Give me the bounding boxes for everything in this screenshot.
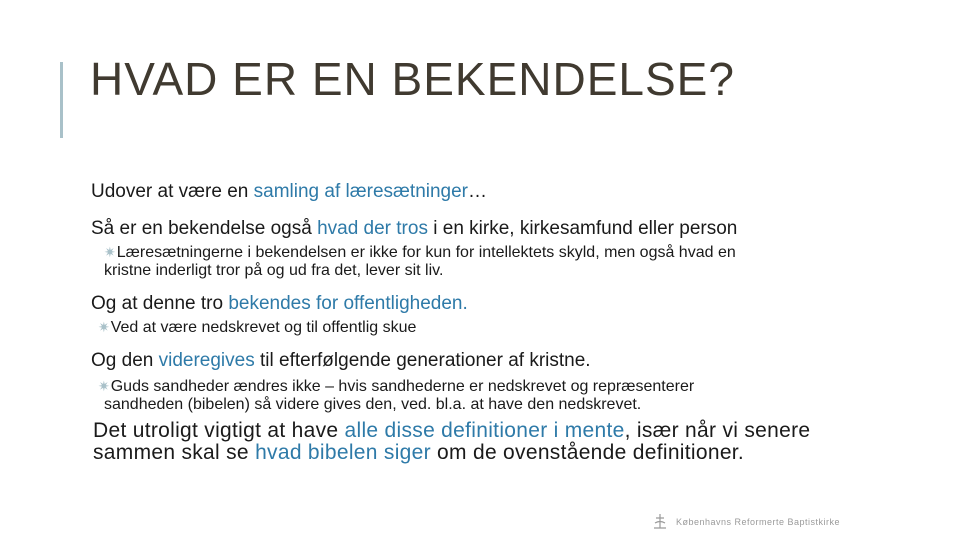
subpoint-2 — [104, 243, 736, 280]
church-logo — [650, 512, 840, 532]
point-4-text: Og den — [91, 350, 159, 371]
conclusion-text-3: om de ovenstående definitioner. — [430, 441, 745, 464]
bullet-star-icon: ✷ — [98, 378, 110, 394]
subpoint-3 — [98, 318, 416, 337]
point-2-text-end: i en kirke, kirkesamfund eller person — [427, 218, 738, 239]
conclusion-highlight-2: hvad bibelen siger — [255, 441, 431, 464]
point-1-ellipsis: … — [468, 181, 488, 202]
bullet-star-icon: ✷ — [98, 319, 110, 335]
point-2-text: Så er en bekendelse også — [91, 218, 318, 239]
subpoint-4 — [98, 377, 694, 414]
conclusion-text-2: , især når vi senere sammen skal se — [93, 419, 811, 464]
point-1-highlight: samling af læresætninger — [253, 181, 469, 202]
conclusion-paragraph — [93, 420, 813, 464]
church-emblem-icon — [650, 512, 670, 532]
title-accent-bar — [60, 62, 63, 138]
point-3-highlight: bekendes for offentligheden. — [228, 293, 468, 314]
point-3 — [91, 293, 468, 315]
conclusion-text-1: Det utroligt vigtigt at have — [93, 419, 345, 442]
point-3-text: Og at denne tro — [91, 293, 229, 314]
subpoint-2-line-2: kristne inderligt tror på og ud fra det, lever sit liv. — [104, 262, 444, 279]
point-2 — [91, 218, 737, 240]
subpoint-3-line-1: Ved at være nedskrevet og til offentlig skue — [110, 319, 417, 336]
point-1 — [91, 181, 487, 203]
subpoint-2-line-1: Læresætningerne i bekendelsen er ikke for kun for intellektets skyld, men også hvad en — [116, 244, 736, 261]
point-4-highlight: videregives — [158, 350, 255, 371]
church-name: Københavns Reformerte Baptistkirke — [676, 517, 841, 527]
slide-title: HVAD ER EN BEKENDELSE? — [90, 53, 735, 105]
bullet-star-icon: ✷ — [104, 244, 116, 260]
point-1-text: Udover at være en — [91, 181, 254, 202]
subpoint-4-line-1: Guds sandheder ændres ikke – hvis sandhederne er nedskrevet og repræsenterer — [110, 378, 695, 395]
subpoint-4-line-2: sandheden (bibelen) så videre gives den, ved. bl.a. at have den nedskrevet. — [104, 396, 642, 413]
conclusion-highlight-1: alle disse definitioner i mente — [344, 419, 625, 442]
point-2-highlight: hvad der tros — [317, 218, 428, 239]
point-4-text-end: til efterfølgende generationer af kristne. — [254, 350, 591, 371]
point-4 — [91, 350, 591, 372]
